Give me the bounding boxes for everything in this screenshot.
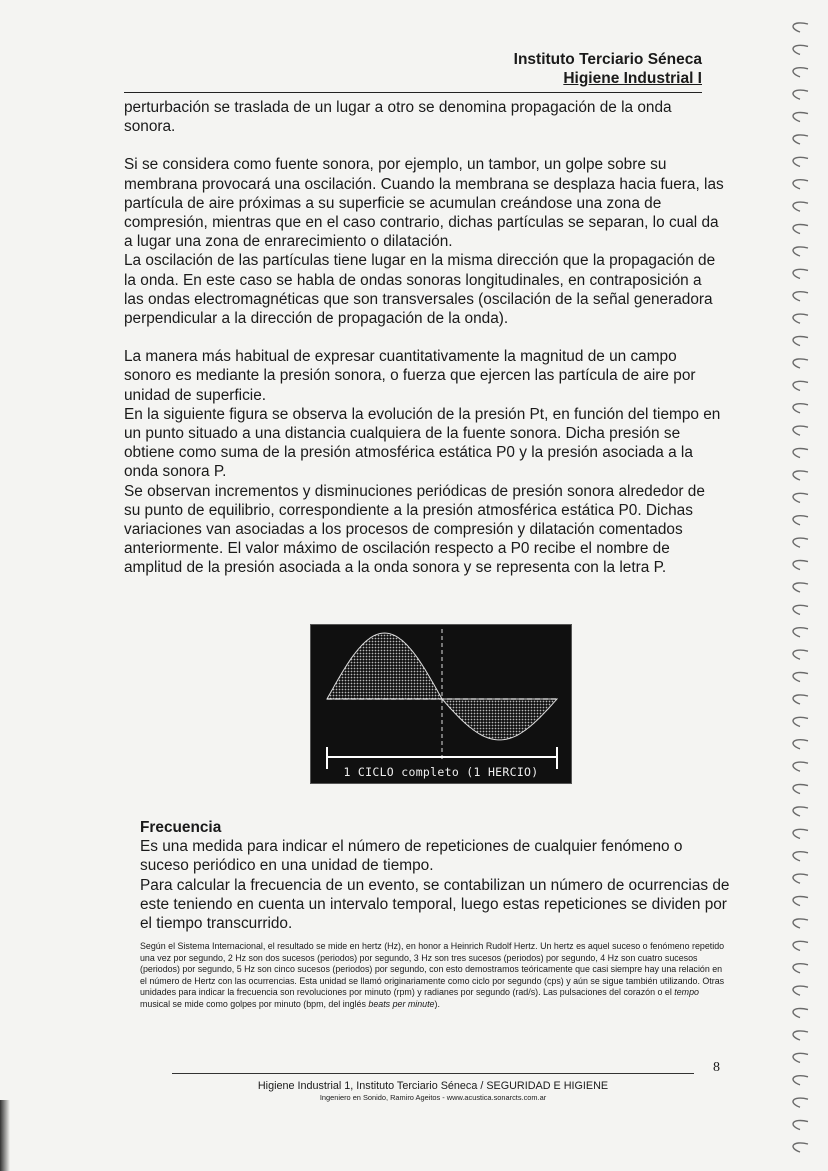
paragraph: La oscilación de las partículas tiene lugar en la misma dirección que la propagación de la onda. En este caso se habla de ondas sonoras longitudinales, en contraposición a las ondas electromagnéticas que son transversales (oscilación de la señal generadora perpendicular a la dirección de propagación de la onda).	[124, 252, 716, 328]
binding-ring	[793, 381, 808, 390]
binding-ring	[793, 717, 808, 726]
note-emphasis: tempo	[674, 987, 699, 998]
binding-ring	[793, 157, 808, 166]
binding-ring	[793, 561, 808, 570]
binding-ring	[793, 941, 808, 950]
page-number: 8	[713, 1060, 720, 1075]
paragraph: La manera más habitual de expresar cuantitativamente la magnitud de un campo sonoro es mediante la presión sonora, o fuerza que ejercen las partícula de aire por unidad de superficie.	[124, 348, 696, 404]
header-rule	[124, 92, 702, 93]
binding-ring	[793, 1098, 808, 1107]
binding-ring	[793, 516, 808, 525]
binding-ring	[793, 247, 808, 256]
binding-ring	[793, 449, 808, 458]
page-header	[514, 50, 702, 88]
binding-ring	[793, 762, 808, 771]
section-heading: Frecuencia	[140, 819, 222, 836]
note-emphasis: beats per minute	[368, 998, 435, 1009]
spiral-binding	[778, 14, 818, 1164]
binding-ring	[793, 919, 808, 928]
binding-ring	[793, 314, 808, 323]
note-text: ).	[434, 998, 440, 1009]
binding-ring	[793, 269, 808, 278]
binding-ring	[793, 650, 808, 659]
binding-ring	[793, 202, 808, 211]
binding-ring	[793, 829, 808, 838]
binding-ring	[793, 359, 808, 368]
binding-ring	[793, 404, 808, 413]
footer-rule	[172, 1073, 694, 1074]
binding-ring	[793, 897, 808, 906]
binding-ring	[793, 538, 808, 547]
sine-wave-graphic	[311, 625, 571, 783]
binding-ring	[793, 493, 808, 502]
binding-ring	[793, 90, 808, 99]
binding-ring	[793, 605, 808, 614]
binding-ring	[793, 292, 808, 301]
binding-ring	[793, 1031, 808, 1040]
binding-ring	[793, 180, 808, 189]
page-footer	[172, 1080, 694, 1103]
negative-half-cycle	[442, 699, 557, 740]
scan-shadow	[0, 1100, 10, 1171]
paragraph: Es una medida para indicar el número de repeticiones de cualquier fenómeno o suceso periódico en una unidad de tiempo.	[140, 838, 683, 875]
binding-ring	[793, 45, 808, 54]
footer-line-1: Higiene Industrial 1, Instituto Terciario Séneca / SEGURIDAD E HIGIENE	[257, 1080, 609, 1092]
binding-ring	[793, 986, 808, 995]
binding-ring	[793, 695, 808, 704]
binding-ring	[793, 874, 808, 883]
binding-ring	[793, 135, 808, 144]
binding-ring	[793, 852, 808, 861]
binding-ring	[793, 807, 808, 816]
sine-wave-figure	[310, 624, 572, 784]
binding-ring	[793, 1009, 808, 1018]
note-text: musical se mide como golpes por minuto (bpm, del inglés	[140, 998, 369, 1009]
frequency-section	[140, 818, 730, 933]
binding-ring	[793, 471, 808, 480]
binding-ring	[793, 337, 808, 346]
footnote-text	[140, 941, 730, 1011]
binding-ring	[793, 1053, 808, 1062]
binding-ring	[793, 68, 808, 77]
footer-line-2: Ingeniero en Sonido, Ramiro Ageitos - www.acustica.sonarcts.com.ar	[319, 1093, 547, 1102]
binding-ring	[793, 1143, 808, 1152]
binding-ring	[793, 426, 808, 435]
paragraph: Si se considera como fuente sonora, por ejemplo, un tambor, un golpe sobre su membrana provocará una oscilación. Cuando la membrana se desplaza hacia fuera, las partícula de aire próximas a su superficie se acumulan creándose una zona de compresión, mientras que en el caso contrario, dichas partículas se separan, lo cual da a lugar una zona de enrarecimiento o dilatación.	[124, 156, 724, 251]
binding-ring	[793, 673, 808, 682]
binding-ring	[793, 740, 808, 749]
note-text: Según el Sistema Internacional, el resultado se mide en hertz (Hz), en honor a Heinrich Rudolf Hertz. Un hertz es aquel suceso o fenómeno repetido una vez por segundo, 2 Hz son dos sucesos (periodos) por segundo, 3 Hz son tres sucesos (periodos) por segundo, 4 Hz son cuatro sucesos (periodos) por segundo, 5 Hz son cinco sucesos (periodos) por segundo, con esto demostramos teóricamente que casi siempre hay una relación en el número de Hertz con las ocurrencias. Esta unidad se llamó originariamente como ciclo por segundo (cps) y aún se sigue también utilizando. Otras unidades para indicar la frecuencia son revoluciones por minuto (rpm) y radianes por segundo (rad/s). Las pulsaciones del corazón o el	[140, 941, 725, 998]
binding-ring	[793, 628, 808, 637]
figure-caption: 1 CICLO completo (1 HERCIO)	[343, 765, 539, 779]
paragraph: Para calcular la frecuencia de un evento, se contabilizan un número de ocurrencias de este teniendo en cuenta un intervalo temporal, luego estas repeticiones se dividen por el tiempo transcurrido.	[140, 876, 730, 933]
positive-half-cycle	[327, 633, 442, 699]
header-institute: Instituto Terciario Séneca	[513, 51, 702, 68]
binding-ring	[793, 583, 808, 592]
binding-ring	[793, 23, 808, 32]
binding-ring	[793, 785, 808, 794]
binding-ring	[793, 964, 808, 973]
body-text	[124, 98, 724, 578]
binding-ring	[793, 1076, 808, 1085]
binding-ring	[793, 1121, 808, 1130]
note-paragraph	[140, 941, 730, 1011]
binding-ring	[793, 225, 808, 234]
binding-ring	[793, 113, 808, 122]
paragraph: En la siguiente figura se observa la evolución de la presión Pt, en función del tiempo en un punto situado a una distancia cualquiera de la fuente sonora. Dicha presión se obtiene como suma de la presión atmosférica estática P0 y la presión asociada a la onda sonora P.	[124, 405, 721, 481]
paragraph: Se observan incrementos y disminuciones periódicas de presión sonora alrededor de su punto de equilibrio, correspondiente a la presión atmosférica estática P0. Dichas variaciones van asociadas a los procesos de compresión y dilatación comentados anteriormente. El valor máximo de oscilación respecto a P0 recibe el nombre de amplitud de la presión asociada a la onda sonora y se representa con la letra P.	[124, 482, 705, 577]
header-subject: Higiene Industrial I	[563, 70, 702, 87]
paragraph: perturbación se traslada de un lugar a otro se denomina propagación de la onda sonora.	[124, 99, 672, 136]
